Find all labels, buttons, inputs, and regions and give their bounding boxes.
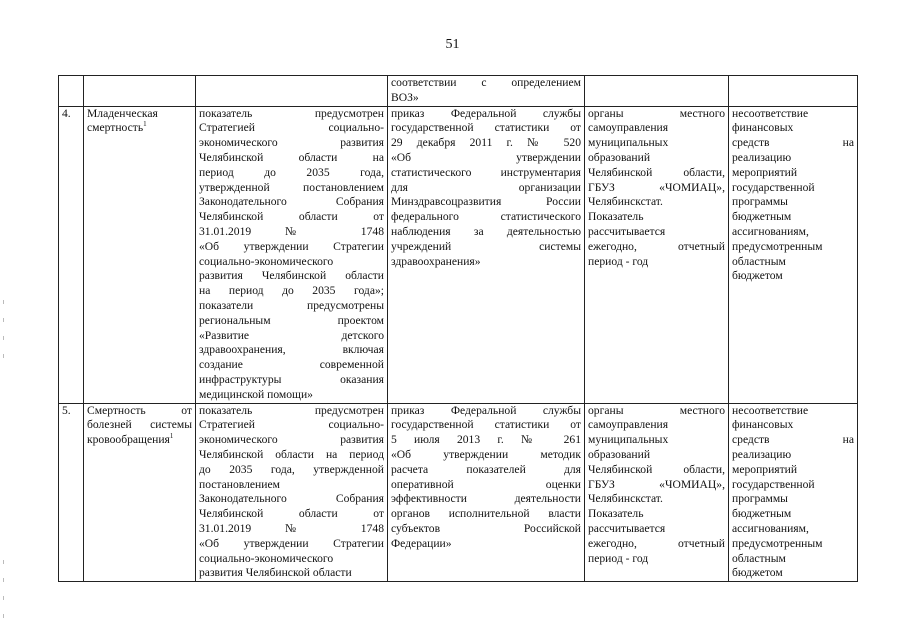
text-line <box>199 136 384 151</box>
text-line <box>732 151 854 166</box>
text-line <box>732 136 854 151</box>
cell-responsible <box>585 76 729 107</box>
cell-indicator <box>84 403 196 582</box>
text-line-content: 31.01.2019 № 1748 <box>199 521 384 535</box>
text-line-content: «Об утверждении Стратегии <box>199 536 384 550</box>
text-line-content: Челябинской области, <box>588 165 725 179</box>
text-line <box>732 210 854 225</box>
text-line-content: утвержденной постановлением <box>199 180 384 194</box>
text-line <box>732 121 854 136</box>
text-line <box>588 418 725 433</box>
text-line-content: государственной <box>732 180 815 194</box>
text-line-content: показатель предусмотрен <box>199 403 384 417</box>
text-line-content: средств на <box>732 433 854 447</box>
text-line <box>199 507 384 522</box>
text-line-content: показатель предусмотрен <box>199 106 384 120</box>
text-line-content: бюджетом <box>732 566 783 580</box>
footnote-marker: 1 <box>169 432 174 441</box>
text-line-content: мероприятий <box>732 462 798 476</box>
text-line-content: Челябинскстат. <box>588 492 663 506</box>
text-line-content: период - год <box>588 254 649 268</box>
text-line-content: болезней системы <box>87 418 192 432</box>
text-line <box>588 492 725 507</box>
text-line <box>199 210 384 225</box>
text-line <box>391 136 581 151</box>
text-line <box>87 107 192 122</box>
text-line <box>588 195 725 210</box>
text-line <box>391 240 581 255</box>
text-line <box>199 552 384 567</box>
page-number: 51 <box>445 37 460 52</box>
cell-num: 5. <box>59 403 84 582</box>
cell-basis <box>388 403 585 582</box>
cell-risks <box>729 403 858 582</box>
text-line <box>199 181 384 196</box>
text-line-content: ассигнованиям, <box>732 224 809 238</box>
text-line-content: органов исполнительной власти <box>391 507 581 521</box>
text-line <box>199 284 384 299</box>
text-line-content: Челябинской области от <box>199 507 384 521</box>
text-line-content: Показатель <box>588 210 644 224</box>
text-line-content: рассчитывается <box>588 224 666 238</box>
text-line <box>199 388 384 403</box>
text-line-content: несоответствие <box>732 403 809 417</box>
text-line <box>588 121 725 136</box>
text-line-content: финансовых <box>732 418 794 432</box>
text-line <box>588 107 725 122</box>
indicators-table <box>58 75 858 582</box>
text-line-content: самоуправления <box>588 121 669 135</box>
text-line-content: органы местного <box>588 106 725 120</box>
text-line-content: показатели предусмотрены <box>199 298 384 312</box>
text-line-content: Стратегией социально- <box>199 121 384 135</box>
text-line-content: Смертность от <box>87 403 192 417</box>
text-line <box>391 448 581 463</box>
text-line <box>732 225 854 240</box>
text-line-content: инфраструктуры оказания <box>199 372 384 386</box>
text-line <box>391 91 581 106</box>
text-line <box>199 107 384 122</box>
text-line-content: ежегодно, отчетный <box>588 239 725 253</box>
text-line <box>391 478 581 493</box>
text-line <box>199 373 384 388</box>
text-line <box>391 166 581 181</box>
text-line <box>199 418 384 433</box>
text-line <box>391 225 581 240</box>
text-line-content: областным <box>732 254 786 268</box>
cell-risks <box>729 76 858 107</box>
text-line-content: программы <box>732 492 788 506</box>
text-line-content: образований <box>588 447 651 461</box>
text-line <box>588 537 725 552</box>
text-line-content: до 2035 года, утвержденной <box>199 462 384 476</box>
text-line-content: «Об утверждении методик <box>391 447 581 461</box>
text-line <box>588 478 725 493</box>
text-line <box>391 107 581 122</box>
text-line <box>199 404 384 419</box>
text-line-content: соответствии с определением <box>391 76 581 89</box>
text-line-content: учреждений системы <box>391 239 581 253</box>
text-line <box>732 107 854 122</box>
text-line <box>391 522 581 537</box>
text-line-content: «Об утверждении <box>391 150 581 164</box>
text-line <box>588 522 725 537</box>
text-line <box>732 448 854 463</box>
text-line <box>199 195 384 210</box>
cell-risks <box>729 106 858 403</box>
text-line-content: постановлением <box>199 477 280 491</box>
text-line <box>199 255 384 270</box>
text-line-content: реализацию <box>732 447 792 461</box>
text-line-content: программы <box>732 195 788 209</box>
text-line <box>199 121 384 136</box>
text-line-content: приказ Федеральной службы <box>391 106 581 120</box>
text-line-content: «Об утверждении Стратегии <box>199 239 384 253</box>
text-line-content: Челябинской области, <box>588 462 725 476</box>
text-line <box>199 448 384 463</box>
text-line <box>588 210 725 225</box>
text-line <box>199 433 384 448</box>
text-line-content: Челябинскстат. <box>588 195 663 209</box>
text-line <box>391 195 581 210</box>
text-line-content: бюджетным <box>732 210 792 224</box>
text-line <box>391 151 581 166</box>
cell-num: 4. <box>59 106 84 403</box>
text-line-content: период - год <box>588 551 649 565</box>
cell-num <box>59 76 84 107</box>
text-line-content: Законодательного Собрания <box>199 492 384 506</box>
text-line <box>732 537 854 552</box>
text-line-content: ВОЗ» <box>391 90 419 104</box>
text-line <box>732 418 854 433</box>
text-line <box>391 418 581 433</box>
table-row-continuation <box>59 76 858 107</box>
text-line-content: органы местного <box>588 403 725 417</box>
text-line-content: 29 декабря 2011 г. № 520 <box>391 136 581 150</box>
text-line <box>588 552 725 567</box>
text-line-content: реализацию <box>732 150 792 164</box>
text-line <box>732 492 854 507</box>
text-line-content: бюджетом <box>732 269 783 283</box>
text-line <box>588 240 725 255</box>
text-line <box>199 151 384 166</box>
text-line-content: финансовых <box>732 121 794 135</box>
text-line <box>588 181 725 196</box>
text-line-content: государственной <box>732 477 815 491</box>
text-line <box>391 404 581 419</box>
text-line <box>199 537 384 552</box>
text-line <box>199 522 384 537</box>
text-line-content: рассчитывается <box>588 521 666 535</box>
text-line <box>199 463 384 478</box>
text-line <box>87 121 192 136</box>
text-line-content: экономического развития <box>199 433 384 447</box>
text-line <box>199 478 384 493</box>
text-line-content: социально-экономического <box>199 551 334 565</box>
text-line <box>588 404 725 419</box>
text-line-content: «Развитие детского <box>199 328 384 342</box>
text-line-content: государственной статистики от <box>391 418 581 432</box>
text-line <box>199 566 384 581</box>
text-line-content: эффективности деятельности <box>391 492 581 506</box>
text-line <box>391 210 581 225</box>
text-line-content: развития Челябинской области <box>199 566 352 580</box>
cell-source <box>196 106 388 403</box>
text-line-content: Показатель <box>588 507 644 521</box>
text-line <box>588 433 725 448</box>
text-line <box>732 566 854 581</box>
text-line <box>732 404 854 419</box>
text-line <box>391 433 581 448</box>
text-line <box>588 507 725 522</box>
text-line-content: статистического инструментария <box>391 165 581 179</box>
text-line-content: социально-экономического <box>199 254 334 268</box>
text-line-content: приказ Федеральной службы <box>391 403 581 417</box>
text-line <box>391 255 581 270</box>
text-line-content: Младенческая <box>87 106 158 120</box>
text-line <box>732 181 854 196</box>
text-line <box>732 478 854 493</box>
text-line <box>732 463 854 478</box>
table-row-4 <box>59 106 858 403</box>
text-line-content: Минздравсоцразвития России <box>391 195 581 209</box>
text-line <box>199 225 384 240</box>
text-line <box>87 404 192 419</box>
text-line <box>391 76 581 91</box>
text-line-content: здравоохранения, включая <box>199 343 384 357</box>
text-line-content: предусмотренным <box>732 239 823 253</box>
text-line-content: государственной статистики от <box>391 121 581 135</box>
text-line <box>199 314 384 329</box>
text-line <box>199 166 384 181</box>
text-line <box>588 166 725 181</box>
text-line <box>588 136 725 151</box>
text-line-content: ГБУЗ «ЧОМИАЦ», <box>588 180 725 194</box>
text-line-content: несоответствие <box>732 106 809 120</box>
text-line-content: 5 июля 2013 г. № 261 <box>391 433 581 447</box>
text-line <box>588 448 725 463</box>
cell-source <box>196 76 388 107</box>
text-line <box>199 343 384 358</box>
text-line <box>732 522 854 537</box>
text-line-content: Челябинской области на период <box>199 447 384 461</box>
text-line-content: наблюдения за деятельностью <box>391 224 581 238</box>
text-line <box>588 255 725 270</box>
text-line <box>391 492 581 507</box>
text-line-content: муниципальных <box>588 433 669 447</box>
text-line-content: Стратегией социально- <box>199 418 384 432</box>
text-line-content: на период до 2035 года»; <box>199 284 384 298</box>
text-line <box>87 418 192 433</box>
text-line-content: экономического развития <box>199 136 384 150</box>
text-line <box>391 463 581 478</box>
text-line-content: расчета показателей для <box>391 462 581 476</box>
text-line <box>732 433 854 448</box>
text-line-content: Челябинской области на <box>199 150 384 164</box>
cell-responsible <box>585 106 729 403</box>
text-line-content: кровообращения <box>87 433 170 447</box>
text-line-content: медицинской помощи» <box>199 387 313 401</box>
text-line-content: ассигнованиям, <box>732 521 809 535</box>
text-line-content: смертность <box>87 121 144 135</box>
cell-responsible <box>585 403 729 582</box>
text-line <box>199 269 384 284</box>
text-line-content: субъектов Российской <box>391 521 581 535</box>
text-line-content: Законодательного Собрания <box>199 195 384 209</box>
text-line <box>199 358 384 373</box>
table-row-5 <box>59 403 858 582</box>
text-line <box>732 240 854 255</box>
text-line-content: ГБУЗ «ЧОМИАЦ», <box>588 477 725 491</box>
text-line <box>732 552 854 567</box>
text-line <box>87 433 192 448</box>
text-line <box>732 255 854 270</box>
text-line <box>391 121 581 136</box>
text-line <box>588 463 725 478</box>
text-line-content: для организации <box>391 180 581 194</box>
text-line-content: Федерации» <box>391 536 452 550</box>
text-line-content: муниципальных <box>588 136 669 150</box>
text-line-content: образований <box>588 150 651 164</box>
text-line-content: предусмотренным <box>732 536 823 550</box>
text-line-content: создание современной <box>199 358 384 372</box>
text-line <box>391 537 581 552</box>
text-line <box>391 181 581 196</box>
text-line <box>199 329 384 344</box>
cell-indicator <box>84 106 196 403</box>
text-line-content: бюджетным <box>732 507 792 521</box>
text-line <box>588 225 725 240</box>
cell-basis <box>388 106 585 403</box>
text-line-content: здравоохранения» <box>391 254 481 268</box>
text-line-content: федерального статистического <box>391 210 581 224</box>
text-line <box>732 269 854 284</box>
text-line-content: Челябинской области от <box>199 210 384 224</box>
text-line <box>199 299 384 314</box>
text-line <box>732 166 854 181</box>
text-line-content: 31.01.2019 № 1748 <box>199 224 384 238</box>
text-line <box>732 507 854 522</box>
text-line-content: развития Челябинской области <box>199 269 384 283</box>
text-line-content: средств на <box>732 136 854 150</box>
text-line-content: оперативной оценки <box>391 477 581 491</box>
text-line-content: ежегодно, отчетный <box>588 536 725 550</box>
text-line <box>588 151 725 166</box>
text-line-content: самоуправления <box>588 418 669 432</box>
text-line <box>199 492 384 507</box>
cell-basis <box>388 76 585 107</box>
text-line-content: мероприятий <box>732 165 798 179</box>
text-line-content: региональным проектом <box>199 313 384 327</box>
text-line <box>199 240 384 255</box>
text-line <box>732 195 854 210</box>
text-line <box>391 507 581 522</box>
cell-indicator <box>84 76 196 107</box>
cell-source <box>196 403 388 582</box>
text-line-content: областным <box>732 551 786 565</box>
text-line-content: период до 2035 года, <box>199 165 384 179</box>
footnote-marker: 1 <box>143 120 147 129</box>
